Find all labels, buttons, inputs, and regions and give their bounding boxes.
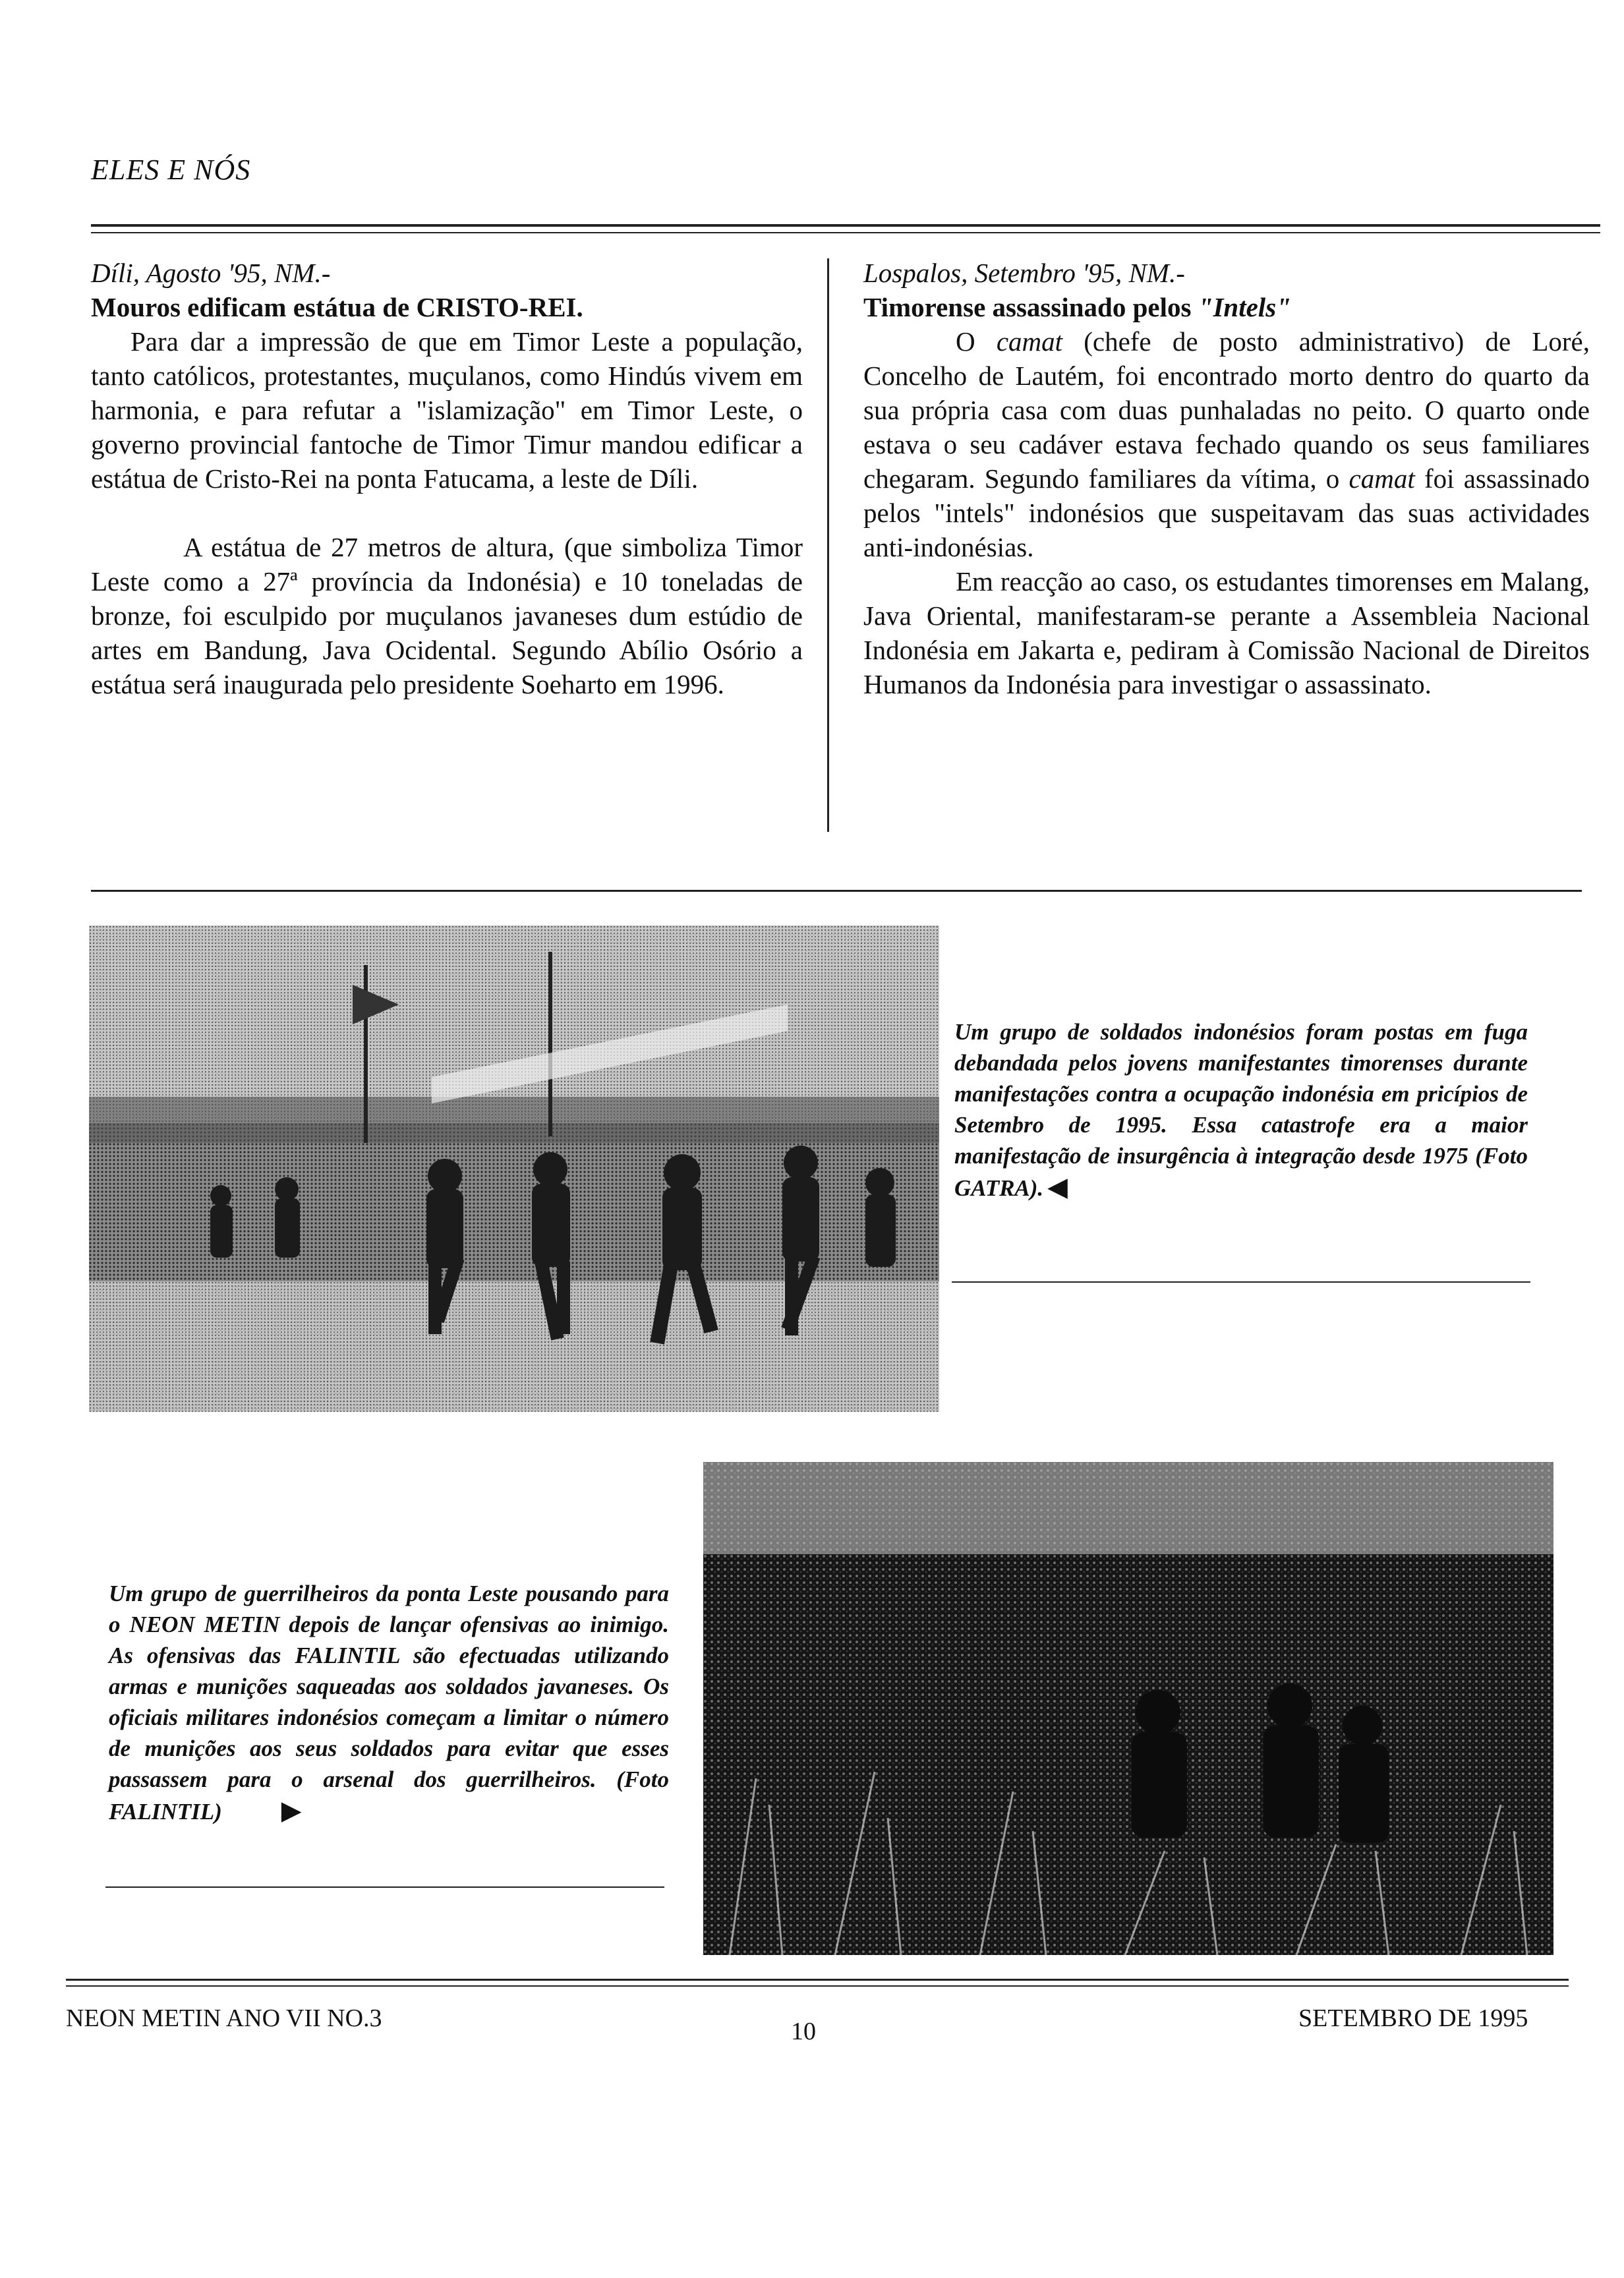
article-paragraph: A estátua de 27 metros de altura, (que simboliza Timor Leste como a 27ª província da Indonésia) e 10 toneladas de bronze, foi esculpido por muçulanos javaneses dum estúdio de artes em Bandung, Java Ocidental. Segundo Abílio Osório a estátua será inaugurada pelo presidente Soeharto em 1996.: [91, 532, 803, 699]
article-right: [863, 256, 1590, 701]
section-rule: [91, 890, 1582, 892]
running-head: ELES E NÓS: [91, 154, 251, 186]
arrow-left-icon: ◀: [1047, 1172, 1068, 1202]
article-headline: Timorense assassinado pelos "Intels": [863, 292, 1291, 322]
footer-date: SETEMBRO DE 1995: [1298, 2004, 1528, 2032]
footer-page-number: 10: [791, 2018, 816, 2045]
article-paragraph: Para dar a impressão de que em Timor Leste a população, tanto católicos, protestantes, muçulanos, como Hindús vivem em harmonia, e para refutar a "islamização" em Timor Leste, o governo provincial fantoche de Timor Timur mandou edificar a estátua de Cristo-Rei na ponta Fatucama, a leste de Díli.: [91, 326, 803, 494]
header-rule-top: [91, 224, 1600, 227]
photo-caption: Um grupo de guerrilheiros da ponta Leste pousando para o NEON METIN depois de lançar ofensivas ao inimigo. As ofensivas das FALINTIL são efectuadas utilizando armas e munições saqueadas aos soldados javaneses. Os oficiais militares indonésios começam a limitar o número de munições aos seus soldados para evitar que esses passassem para o arsenal dos guerrilheiros. (Foto FALINTIL) ▶: [109, 1581, 669, 1825]
article-left: [91, 256, 803, 701]
caption-rule: [952, 1281, 1530, 1283]
article-headline: Mouros edificam estátua de CRISTO-REI.: [91, 292, 583, 322]
photo-guerrillas-image: [703, 1462, 1553, 1955]
article-paragraph: Em reacção ao caso, os estudantes timorenses em Malang, Java Oriental, manifestaram-se perante a Assembleia Nacional Indonésia em Jakarta e, pediram à Comissão Nacional de Direitos Humanos da Indonésia para investigar o assassinato.: [863, 566, 1590, 699]
footer-rule-top: [66, 1979, 1569, 1981]
header-rule-bottom: [91, 232, 1600, 233]
article-paragraph: O camat (chefe de posto administrativo) de Loré, Concelho de Lautém, foi encontrado morto dentro do quarto da sua própria casa com duas punhaladas no peito. O quarto onde estava o seu cadáver estava fechado quando os seus familiares chegaram. Segundo familiares da vítima, o camat foi assassinado pelos "intels" indonésios que suspeitavam das suas actividades anti-indonésias.: [863, 326, 1590, 562]
caption-rule: [105, 1886, 664, 1888]
photo-guerrillas: [703, 1462, 1553, 1955]
arrow-right-icon: ▶: [281, 1796, 302, 1825]
footer-publication: NEON METIN ANO VII NO.3: [66, 2004, 382, 2032]
photo-caption: Um grupo de soldados indonésios foram postas em fuga debandada pelos jovens manifestantes timorenses durante manifestações contra a ocupação indonésia em pricípios de Setembro de 1995. Essa catastrofe era a maior manifestação de insurgência à integração desde 1975 (Foto GATRA). ◀: [954, 1019, 1528, 1202]
article-dateline: Lospalos, Setembro '95, NM.-: [863, 258, 1185, 288]
footer-rule-bottom: [66, 1985, 1569, 1987]
article-dateline: Díli, Agosto '95, NM.-: [91, 258, 331, 288]
photo-soldiers-image: [89, 925, 939, 1412]
column-divider: [827, 258, 829, 832]
photo-soldiers: [89, 925, 939, 1412]
